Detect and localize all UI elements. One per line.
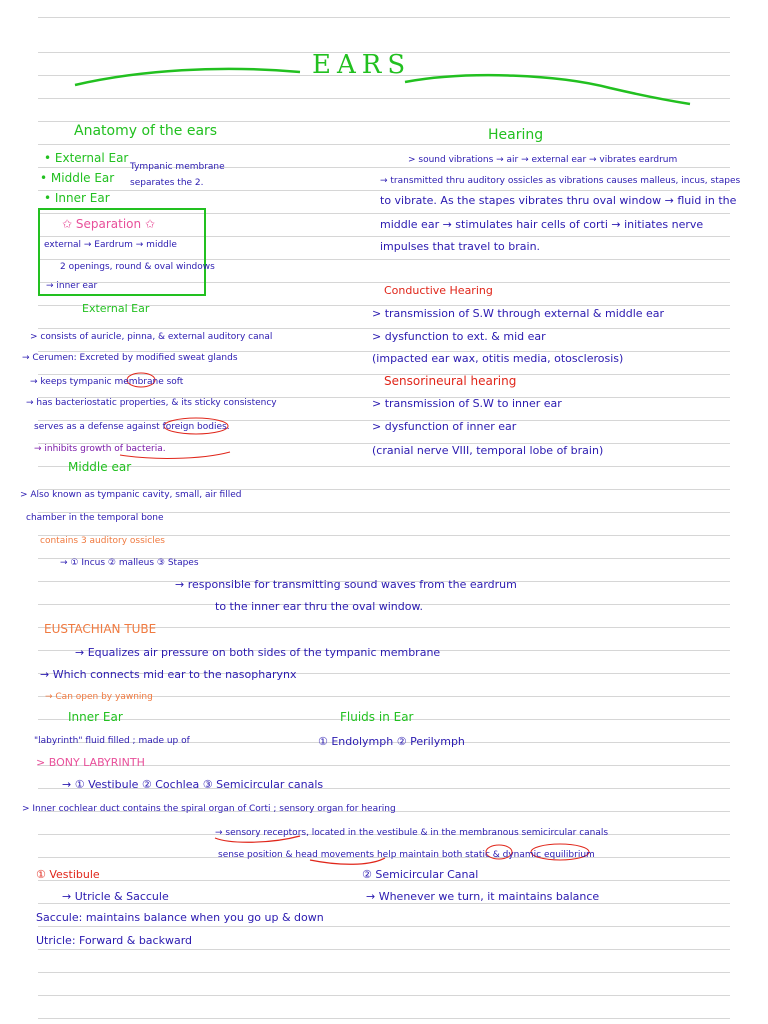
hearing-line-1: > sound vibrations → air → external ear → vibrates eardrum (408, 155, 678, 165)
vestibule-heading: ① Vestibule (36, 868, 100, 881)
separation-line-2: 2 openings, round & oval windows (60, 262, 215, 272)
external-line-5: serves as a defense against foreign bodies. (34, 422, 230, 432)
sensorineural-line-1: > transmission of S.W to inner ear (372, 397, 562, 410)
hearing-line-3: to vibrate. As the stapes vibrates thru oval window → fluid in the (380, 194, 737, 207)
hearing-line-2: → transmitted thru auditory ossicles as vibrations causes malleus, incus, stapes (380, 176, 741, 186)
middle-line-5: → responsible for transmitting sound waves from the eardrum (175, 578, 517, 591)
eustachian-heading: EUSTACHIAN TUBE (44, 622, 157, 636)
inner-ear-heading: Inner Ear (68, 710, 123, 724)
inner-line-1: "labyrinth" fluid filled ; made up of (34, 736, 190, 746)
inner-line-4: > Inner cochlear duct contains the spiral organ of Corti ; sensory organ for hearing (22, 804, 396, 814)
external-line-4: → has bacteriostatic properties, & its sticky consistency (26, 398, 277, 408)
external-line-1: > consists of auricle, pinna, & external auditory canal (30, 332, 273, 342)
eustachian-line-1: → Equalizes air pressure on both sides of the tympanic membrane (75, 646, 441, 659)
eustachian-line-3: → Can open by yawning (45, 692, 153, 702)
conductive-heading: Conductive Hearing (384, 284, 493, 297)
sensorineural-line-3: (cranial nerve VIII, temporal lobe of brain) (372, 444, 604, 457)
sensorineural-heading: Sensorineural hearing (384, 374, 517, 388)
middle-ear-item: • Middle Ear (40, 171, 115, 185)
semicircular-line: → Whenever we turn, it maintains balance (366, 890, 600, 903)
hearing-line-5: impulses that travel to brain. (380, 240, 541, 253)
utricle-line: Utricle: Forward & backward (36, 934, 193, 947)
middle-line-3: contains 3 auditory ossicles (40, 536, 165, 546)
separation-title: ✩ Separation ✩ (62, 217, 155, 231)
inner-line-6: sense position & head movements help maintain both static & dynamic equilibrium (218, 850, 595, 860)
middle-line-6: to the inner ear thru the oval window. (215, 600, 423, 613)
tympanic-note: Tympanic membrane (130, 162, 225, 172)
anatomy-heading: Anatomy of the ears (74, 123, 218, 139)
conductive-line-3: (impacted ear wax, otitis media, otosclerosis) (372, 352, 624, 365)
middle-ear-heading: Middle ear (68, 460, 132, 474)
fluids-line: ① Endolymph ② Perilymph (318, 735, 465, 748)
saccule-line: Saccule: maintains balance when you go up & down (36, 911, 324, 924)
page-title: EARS (312, 50, 412, 80)
semicircular-heading: ② Semicircular Canal (362, 868, 479, 881)
hearing-heading: Hearing (488, 127, 544, 143)
hearing-line-4: middle ear → stimulates hair cells of corti → initiates nerve (380, 218, 704, 231)
separation-line-3: → inner ear (46, 281, 98, 291)
middle-line-2: chamber in the temporal bone (26, 513, 164, 523)
middle-line-1: > Also known as tympanic cavity, small, air filled (20, 490, 242, 500)
inner-ear-item: • Inner Ear (44, 191, 110, 205)
middle-line-4: → ① Incus ② malleus ③ Stapes (60, 558, 199, 568)
vestibule-line-1: → Utricle & Saccule (62, 890, 169, 903)
outer-ear-item: • External Ear (44, 151, 129, 165)
external-line-2: → Cerumen: Excreted by modified sweat glands (22, 353, 238, 363)
conductive-line-1: > transmission of S.W through external & middle ear (372, 307, 665, 320)
external-line-3: → keeps tympanic membrane soft (30, 377, 184, 387)
inner-line-5: → sensory receptors, located in the vestibule & in the membranous semicircular canals (215, 828, 609, 838)
fluids-heading: Fluids in Ear (340, 710, 414, 724)
eustachian-line-2: → Which connects mid ear to the nasopharynx (40, 668, 297, 681)
external-line-6: → inhibits growth of bacteria. (34, 444, 166, 454)
inner-line-2: > BONY LABYRINTH (36, 756, 145, 769)
sensorineural-line-2: > dysfunction of inner ear (372, 420, 517, 433)
inner-line-3: → ① Vestibule ② Cochlea ③ Semicircular canals (62, 778, 324, 791)
external-ear-heading: External Ear (82, 302, 150, 315)
separation-line-1: external → Eardrum → middle (44, 240, 177, 250)
separates-note: separates the 2. (130, 178, 204, 188)
conductive-line-2: > dysfunction to ext. & mid ear (372, 330, 546, 343)
